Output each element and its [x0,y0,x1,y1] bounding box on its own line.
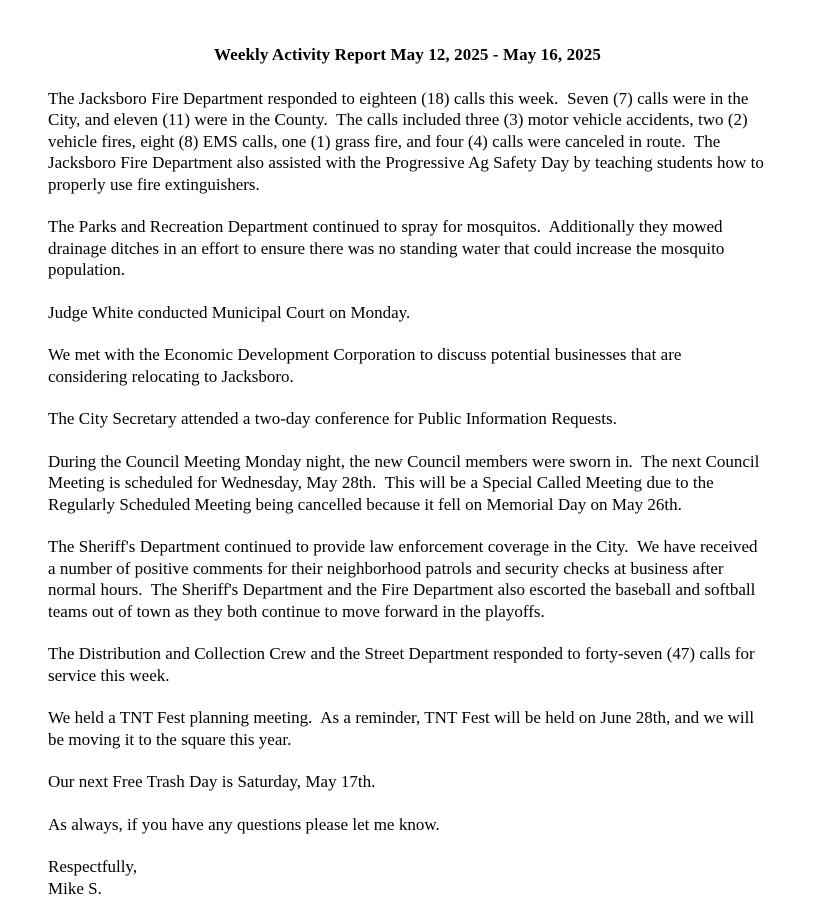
paragraph-parks-recreation: The Parks and Recreation Department continued to spray for mosquitos. Additionally they mowed drainage ditches in an effort to ensure there was no standing water that could increase the mosquito population. [48,216,765,281]
paragraph-free-trash-day: Our next Free Trash Day is Saturday, May 17th. [48,771,765,793]
paragraph-sheriff-department: The Sheriff's Department continued to provide law enforcement coverage in the City. We have received a number of positive comments for their neighborhood patrols and security checks at business after normal hours. The Sheriff's Department and the Fire Department also escorted the baseball and softball teams out of town as they both continue to move forward in the playoffs. [48,536,765,622]
closing-salutation: Respectfully, [48,856,765,878]
paragraph-tnt-fest: We held a TNT Fest planning meeting. As a reminder, TNT Fest will be held on June 28th, and we will be moving it to the square this year. [48,707,765,750]
page-title: Weekly Activity Report May 12, 2025 - May 16, 2025 [0,0,815,66]
document-body [0,66,815,899]
closing-signer: Mike S. [48,878,765,899]
paragraph-economic-development: We met with the Economic Development Corporation to discuss potential businesses that are considering relocating to Jacksboro. [48,344,765,387]
paragraph-municipal-court: Judge White conducted Municipal Court on Monday. [48,302,765,324]
paragraph-council-meeting: During the Council Meeting Monday night, the new Council members were sworn in. The next Council Meeting is scheduled for Wednesday, May 28th. This will be a Special Called Meeting due to the Regularly Scheduled Meeting being cancelled because it fell on Memorial Day on May 26th. [48,451,765,516]
paragraph-distribution-street: The Distribution and Collection Crew and the Street Department responded to forty-seven (47) calls for service this week. [48,643,765,686]
signature-block [48,856,765,899]
paragraph-city-secretary: The City Secretary attended a two-day conference for Public Information Requests. [48,408,765,430]
paragraph-closing-remark: As always, if you have any questions please let me know. [48,814,765,836]
paragraph-fire-department: The Jacksboro Fire Department responded to eighteen (18) calls this week. Seven (7) calls were in the City, and eleven (11) were in the County. The calls included three (3) motor vehicle accidents, two (2) vehicle fires, eight (8) EMS calls, one (1) grass fire, and four (4) calls were canceled in route. The Jacksboro Fire Department also assisted with the Progressive Ag Safety Day by teaching students how to properly use fire extinguishers. [48,88,765,196]
